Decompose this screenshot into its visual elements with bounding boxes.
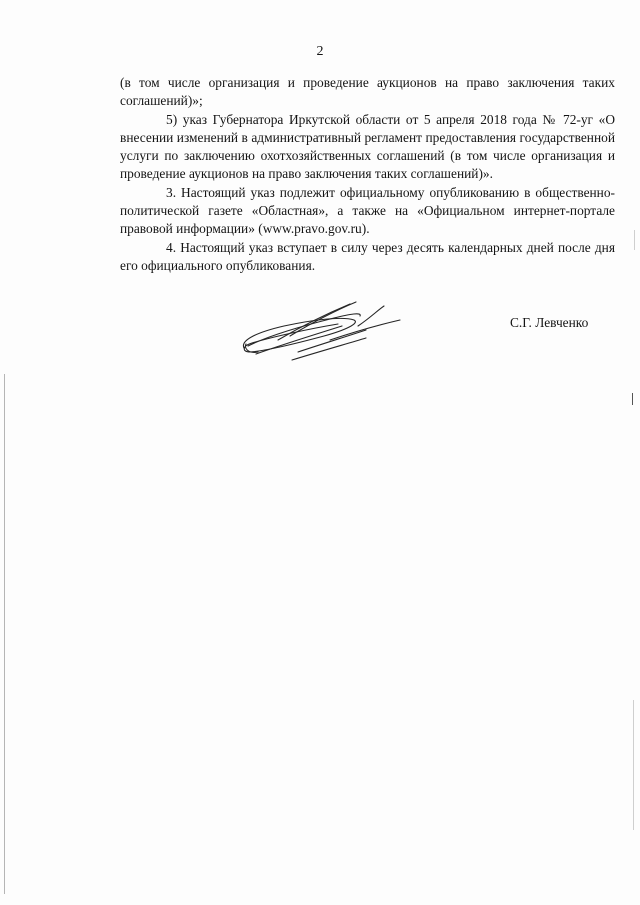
scan-artifact-right-mark bbox=[632, 393, 633, 405]
paragraph-item-5: 5) указ Губернатора Иркутской области от 5 апреля 2018 года № 72-уг «О внесении изменений в административный регламент предоставления государственной услуги по заключению охотхозяйственных соглашений (в том числе организация и проведение аукционов на право заключения таких соглашений)». bbox=[120, 111, 615, 182]
paragraph-continuation: (в том числе организация и проведение аукционов на право заключения таких соглашений)»; bbox=[120, 75, 615, 109]
paragraph-item-3: 3. Настоящий указ подлежит официальному опубликованию в общественно-политической газете «Областная», а также на «Официальном интернет-портале правовой информации» (www.pravo.gov.ru). bbox=[120, 184, 615, 237]
paragraph-item-4: 4. Настоящий указ вступает в силу через десять календарных дней после дня его официального опубликования. bbox=[120, 239, 615, 273]
signer-name: С.Г. Левченко bbox=[510, 315, 589, 330]
handwritten-signature bbox=[238, 296, 408, 368]
scan-artifact-left-line bbox=[4, 374, 5, 894]
scan-artifact-right-dots bbox=[633, 700, 634, 830]
document-body bbox=[120, 74, 615, 275]
scan-artifact-right-top bbox=[634, 230, 635, 250]
page-number: 2 bbox=[316, 44, 324, 59]
